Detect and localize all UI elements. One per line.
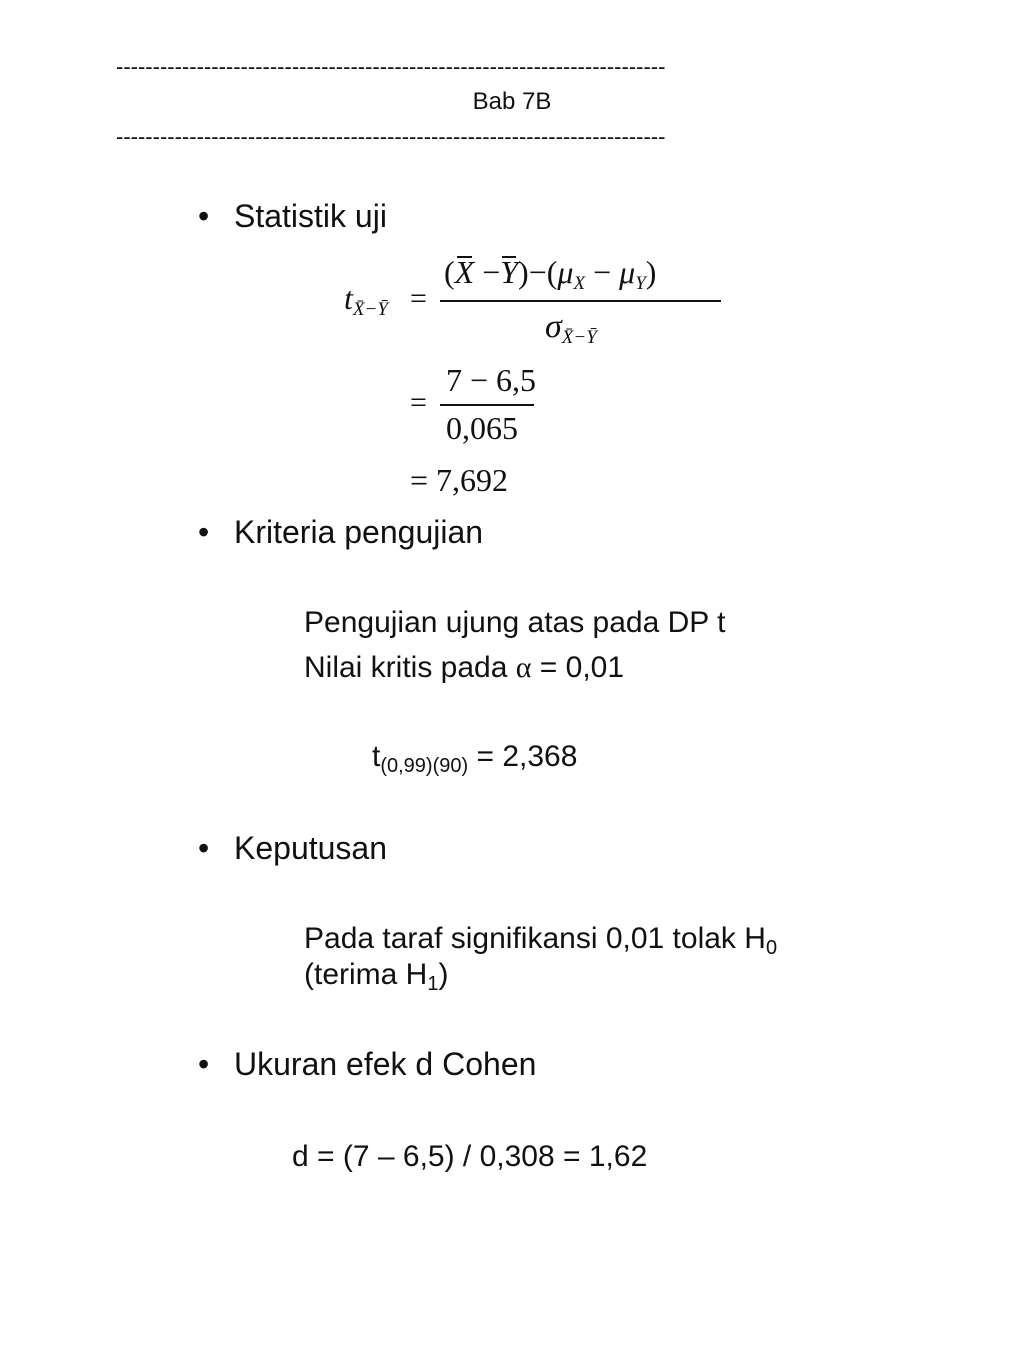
kriteria-line-2 (304, 651, 624, 685)
sub-y: Y (635, 273, 646, 294)
page-title: Bab 7B (472, 88, 552, 115)
header-divider-bottom: --------------------------------------------------------------------------- (116, 124, 666, 149)
t-subscript: (0,99)(90) (380, 755, 469, 777)
bullet-dot: • (198, 1046, 210, 1082)
paren: ( (546, 254, 558, 290)
t-value: = 2,368 (468, 740, 578, 773)
keputusan-line-2-close: ) (438, 958, 449, 991)
bullet-statistik (198, 198, 387, 235)
bullet-dot: • (198, 514, 210, 550)
bullet-kriteria (198, 514, 483, 551)
bullet-dot: • (198, 830, 210, 866)
minus: − (528, 254, 547, 290)
t-symbol: t (372, 740, 381, 773)
formula-equals-1: = (410, 282, 427, 315)
kriteria-line-2-prefix: Nilai kritis pada (304, 651, 516, 684)
kriteria-line-1: Pengujian ujung atas pada DP t (304, 606, 726, 639)
bullet-dot: • (198, 198, 210, 234)
paren: ( (444, 254, 455, 290)
minus: − (593, 254, 612, 290)
paren: ) (518, 254, 529, 290)
bullet-cohen (198, 1046, 536, 1083)
kriteria-line-2-suffix: = 0,01 (531, 651, 625, 684)
statistik-label: Statistik uji (234, 198, 387, 234)
h0-subscript: 0 (765, 937, 778, 959)
critical-value (372, 740, 578, 777)
bullet-keputusan (198, 830, 387, 867)
mu-x: μ (557, 254, 574, 290)
cohen-formula: d = (7 – 6,5) / 0,308 = 1,62 (292, 1140, 648, 1173)
lhs-t: t (344, 280, 353, 316)
step2-denominator: 0,065 (446, 410, 518, 446)
header-divider-top: --------------------------------------------------------------------------- (116, 54, 666, 79)
sigma-subscript: X̄−Ȳ (561, 327, 597, 348)
lhs-subscript: X̄−Ȳ (352, 299, 388, 320)
formula-numerator (444, 254, 657, 294)
formula-denominator (545, 308, 597, 346)
sigma: σ (545, 308, 562, 345)
fraction-bar-1 (440, 300, 721, 302)
cohen-label: Ukuran efek d Cohen (234, 1046, 537, 1082)
keputusan-line-2 (304, 958, 449, 995)
mu-y: μ (619, 254, 636, 290)
minus: − (482, 254, 501, 290)
keputusan-line-1 (304, 922, 778, 959)
y-bar: Y (500, 254, 519, 290)
h1-subscript: 1 (427, 973, 439, 995)
step3-result: = 7,692 (410, 462, 509, 498)
step2-numerator: 7 − 6,5 (446, 362, 537, 398)
formula-equals-2: = (410, 386, 427, 419)
keputusan-label: Keputusan (234, 830, 388, 866)
alpha-symbol: α (515, 651, 532, 684)
sub-x: X (573, 273, 586, 294)
keputusan-line-2-text: (terima H (304, 958, 428, 991)
x-bar: X (454, 254, 475, 290)
kriteria-label: Kriteria pengujian (234, 514, 484, 550)
paren: ) (645, 254, 657, 290)
keputusan-line-1-text: Pada taraf signifikansi 0,01 tolak H (304, 922, 766, 955)
fraction-bar-2 (440, 404, 534, 406)
formula-lhs (344, 280, 388, 320)
